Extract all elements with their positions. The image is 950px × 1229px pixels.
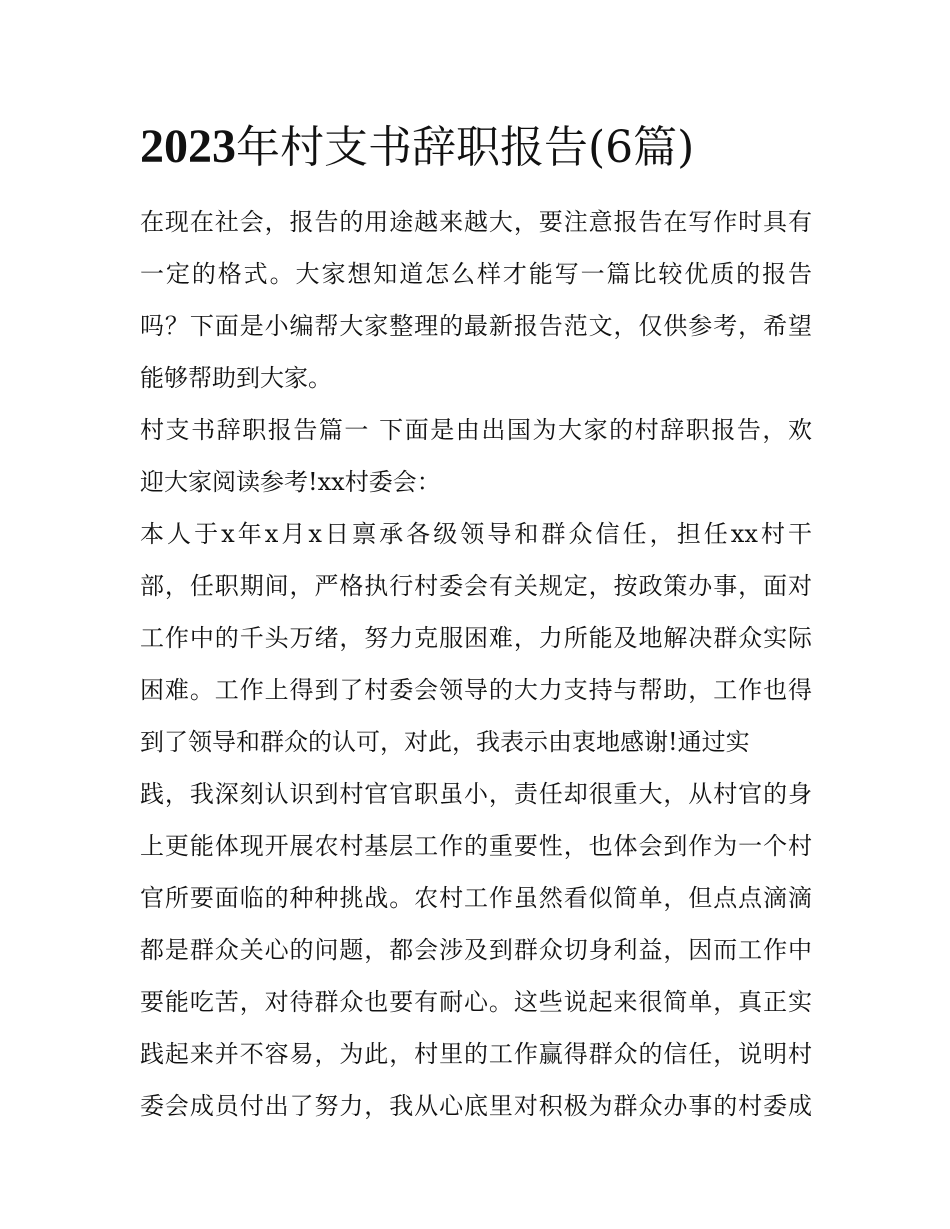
body-line: 践起来并不容易，为此，村里的工作赢得群众的信任，说明村 [140, 1040, 812, 1068]
body-line: 官所要面临的种种挑战。农村工作虽然看似简单，但点点滴滴 [140, 884, 812, 912]
document-body [140, 196, 812, 1132]
body-line: 吗？下面是小编帮大家整理的最新报告范文，仅供参考，希望 [140, 312, 812, 340]
body-line: 到了领导和群众的认可，对此，我表示由衷地感谢!通过实 [140, 728, 750, 756]
body-line: 部，任职期间，严格执行村委会有关规定，按政策办事，面对 [140, 572, 812, 600]
body-line: 能够帮助到大家。 [140, 364, 332, 392]
title-text: 年村支书辞职报告(6篇) [236, 122, 695, 173]
title-year: 2023 [140, 120, 236, 173]
body-line: 都是群众关心的问题，都会涉及到群众切身利益，因而工作中 [140, 936, 812, 964]
body-line: 困难。工作上得到了村委会领导的大力支持与帮助，工作也得 [140, 676, 812, 704]
document-title [140, 116, 820, 179]
body-line: 本人于x年x月x日禀承各级领导和群众信任，担任xx村干 [140, 520, 812, 548]
body-line: 迎大家阅读参考!xx村委会： [140, 468, 441, 496]
body-line: 要能吃苦，对待群众也要有耐心。这些说起来很简单，真正实 [140, 988, 812, 1016]
body-line: 工作中的千头万绪，努力克服困难，力所能及地解决群众实际 [140, 624, 812, 652]
body-line: 上更能体现开展农村基层工作的重要性，也体会到作为一个村 [140, 832, 812, 860]
body-line: 村支书辞职报告篇一 下面是由出国为大家的村辞职报告，欢 [140, 416, 812, 444]
body-line: 委会成员付出了努力，我从心底里对积极为群众办事的村委成 [140, 1092, 812, 1120]
body-line: 在现在社会，报告的用途越来越大，要注意报告在写作时具有 [140, 208, 812, 236]
body-line: 践，我深刻认识到村官官职虽小，责任却很重大，从村官的身 [140, 780, 812, 808]
body-line: 一定的格式。大家想知道怎么样才能写一篇比较优质的报告 [140, 260, 812, 288]
